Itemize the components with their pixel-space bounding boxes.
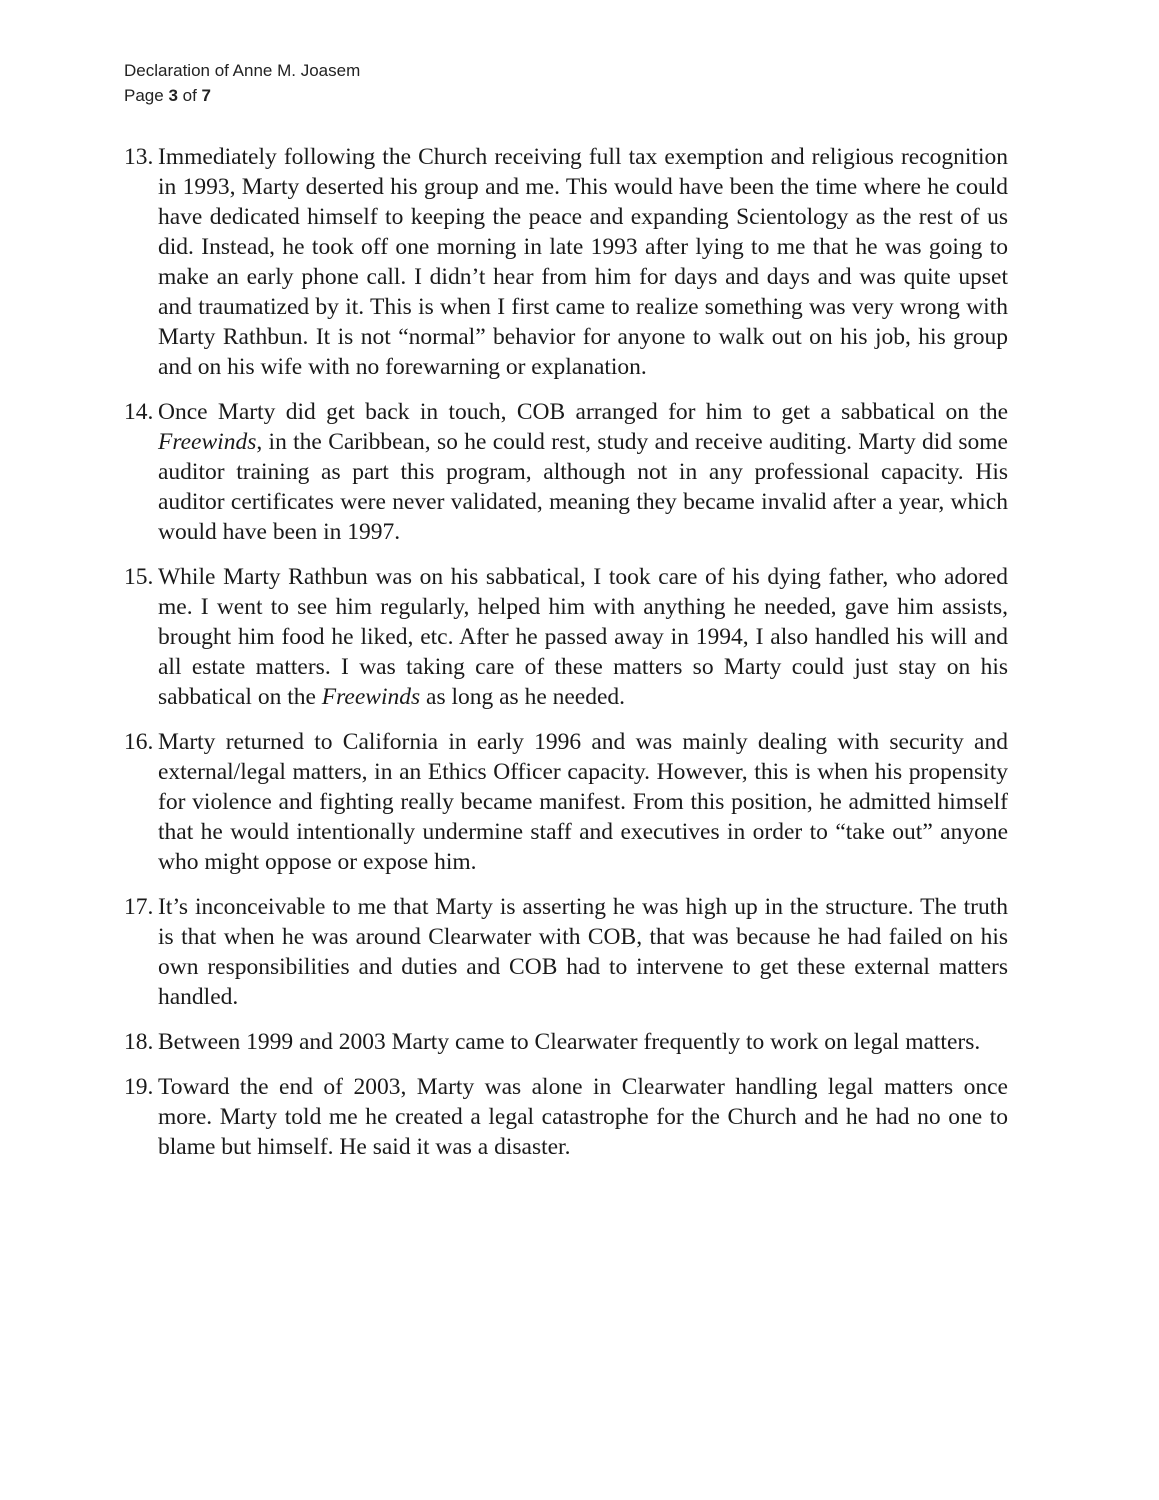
paragraph-text-part: as long as he needed. <box>420 684 626 710</box>
paragraph-number: 18. <box>124 1029 154 1055</box>
page-number: 3 <box>168 86 178 105</box>
paragraph-18 <box>124 1027 1008 1057</box>
paragraph-text-part: While Marty Rathbun was on his sabbatical, I took care of his dying father, who adored me. I went to see him regularly, helped him with anything he needed, gave him assists, brought him food he liked, etc. After he passed away in 1994, I also handled his will and all estate matters. I was taking care of these matters so Marty could just stay on his sabbatical on the <box>158 564 1008 710</box>
paragraph-number: 13. <box>124 144 154 170</box>
document-body <box>124 142 1008 1177</box>
paragraph-text: Immediately following the Church receiving full tax exemption and religious recognition in 1993, Marty deserted his group and me. This would have been the time where he could have dedicated himself to keeping the peace and expanding Scientology as the rest of us did. Instead, he took off one morning in late 1993 after lying to me that he was going to make an early phone call. I didn’t hear from him for days and days and was quite upset and traumatized by it. This is when I first came to realize something was very wrong with Marty Rathbun. It is not “normal” behavior for anyone to walk out on his job, his group and on his wife with no forewarning or explanation. <box>158 144 1008 380</box>
paragraph-text: It’s inconceivable to me that Marty is asserting he was high up in the structure. The truth is that when he was around Clearwater with COB, that was because he had failed on his own responsibilities and duties and COB had to intervene to get these external matters handled. <box>158 894 1008 1010</box>
paragraph-text: Marty returned to California in early 1996 and was mainly dealing with security and external/legal matters, in an Ethics Officer capacity. However, this is when his propensity for violence and fighting really became manifest. From this position, he admitted himself that he would intentionally undermine staff and executives in order to “take out” anyone who might oppose or expose him. <box>158 729 1008 875</box>
ship-name-italic: Freewinds <box>158 429 257 455</box>
paragraph-number: 16. <box>124 729 154 755</box>
ship-name-italic: Freewinds <box>321 684 421 710</box>
paragraph-13 <box>124 142 1008 382</box>
paragraph-text-part: , in the Caribbean, so he could rest, study and receive auditing. Marty did some auditor training as part this program, although not in any professional capacity. His auditor certificates were never validated, meaning they became invalid after a year, which would have been in 1997. <box>158 429 1008 545</box>
paragraph-number: 17. <box>124 894 154 920</box>
page-total: 7 <box>201 86 211 105</box>
paragraph-16 <box>124 727 1008 877</box>
paragraph-number: 19. <box>124 1074 154 1100</box>
paragraph-text <box>158 397 1008 547</box>
paragraph-text <box>158 562 1008 712</box>
paragraph-19 <box>124 1072 1008 1162</box>
page-header <box>124 58 360 108</box>
page-indicator <box>124 83 360 108</box>
paragraph-text: Between 1999 and 2003 Marty came to Clearwater frequently to work on legal matters. <box>158 1029 981 1055</box>
paragraph-text-part: Once Marty did get back in touch, COB arranged for him to get a sabbatical on the <box>158 399 1008 425</box>
paragraph-number: 15. <box>124 564 154 590</box>
page-mid: of <box>177 86 202 105</box>
paragraph-15 <box>124 562 1008 712</box>
paragraph-17 <box>124 892 1008 1012</box>
page-prefix: Page <box>124 86 169 105</box>
paragraph-text: Toward the end of 2003, Marty was alone in Clearwater handling legal matters once more. Marty told me he created a legal catastrophe for the Church and he had no one to blame but himself. He said it was a disaster. <box>158 1074 1008 1160</box>
declaration-title: Declaration of Anne M. Joasem <box>124 61 361 80</box>
paragraph-14 <box>124 397 1008 547</box>
paragraph-number: 14. <box>124 399 154 425</box>
